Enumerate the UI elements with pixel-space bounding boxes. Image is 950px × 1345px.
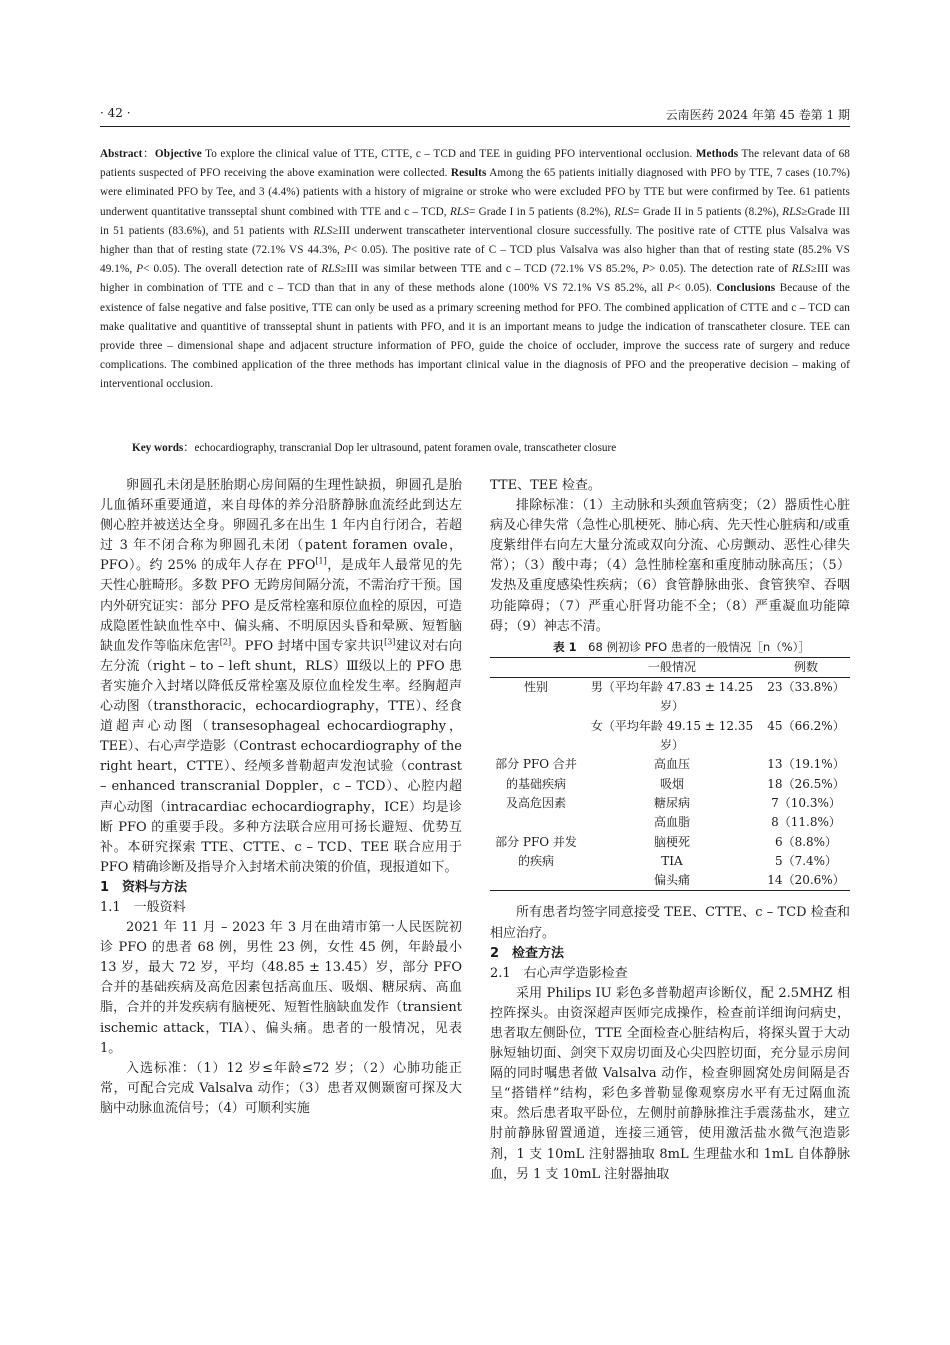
- table-cell: 7（10.3%）: [771, 795, 841, 810]
- citation: [1]: [315, 557, 327, 567]
- table-number: 表 1: [553, 639, 577, 654]
- exclusion-paragraph: 排除标准：（1）主动脉和头颈血管病变；（2）器质性心脏病及心律失常（急性心肌梗死、肺心病、先天性心脏病和/或重度紫绀伴右向左大量分流或双向分流、心房颤动、恶性心律失常）；（3）酸中毒；（4）急性肺栓塞和重度肺动脉高压；（5）发热及重度感染性疾病；（6）食管静脉曲张、食管狭窄、吞咽功能障碍；（7）严重心肝肾功能不全；（8）严重凝血功能障碍；（9）神志不清。: [490, 498, 850, 634]
- results-text: < 0.05). The positive rate of C – TCD plus Valsalva was also higher than that of resting state (85.2% VS 49.1%,: [100, 244, 850, 276]
- table-cell: 糖尿病: [653, 795, 690, 810]
- header-rule: [100, 126, 850, 127]
- intro-text: 。PFO 封堵中国专家共识: [231, 638, 385, 654]
- table-header-cell: [490, 657, 582, 677]
- results-text: = Grade I in 5 patients (8.2%),: [468, 205, 611, 218]
- table-cell: 14（20.6%）: [767, 873, 845, 888]
- rls-term: RLS: [614, 205, 634, 218]
- left-column: [100, 476, 462, 1119]
- table-cell: 男（平均年龄 47.83 ± 14.25 岁）: [590, 680, 754, 714]
- rls-term: RLS: [313, 224, 333, 237]
- conclusions-label: Conclusions: [716, 282, 776, 295]
- inclusion-paragraph: 入选标准：（1）12 岁≤年龄≤72 岁；（2）心肺功能正常，可配合完成 Valsalva 动作；（3）患者双侧颞窗可探及大脑中动脉血流信号；（4）可顺利实施: [100, 1060, 462, 1116]
- intro-text: ，是成年人最常见的先天性心脏畸形。多数 PFO 无跨房间隔分流，不需治疗干预。国内外研究证实：部分 PFO 是反常栓塞和原位血栓的原因，可造成隐匿性缺血性卒中、偏头痛、不明原因头昏和晕厥、短暂脑缺血发作等临床危害: [100, 558, 462, 654]
- keywords-label: Key words: [132, 442, 184, 454]
- intro-paragraph: [100, 476, 462, 878]
- section-heading: 1 资料与方法: [100, 879, 188, 895]
- table-row: [490, 678, 850, 717]
- table-cell: 高血脂: [653, 815, 690, 830]
- table-cell: 脑梗死: [653, 834, 690, 849]
- table-header-row: [490, 657, 850, 677]
- abstract: Abstract：Objective To explore the clinical value of TTE, CTTE, c – TCD and TEE in guiding PFO interventional occlusion. Methods The relevant data of 68 patients suspected of PFO receiving the above examination were collected. Results Among the 65 patients initially diagnosed with PFO by TTE, 7 cases (10.7%) were eliminated PFO by Tee, and 3 (4.4%) patients with a history of migraine or stroke who were excluded PFO by TTE but were confirmed by Tee. 61 patients underwent quantitative transseptal shunt combined with TTE and c – TCD, RLS= Grade I in 5 patients (8.2%), RLS= Grade II in 5 patients (8.2%), RLS≥Grade III in 51 patients (83.6%), and 51 patients with RLS≥III underwent transcatheter interventional closure successfully. The positive rate of CTTE plus Valsalva was higher than that of resting state (72.1% VS 44.3%, P< 0.05). The positive rate of C – TCD plus Valsalva was also higher than that of resting state (85.2% VS 49.1%, P< 0.05). The overall detection rate of RLS≥III was similar between TTE and c – TCD (72.1% VS 85.2%, P> 0.05). The detection rate of RLS≥III was higher in combination of TTE and c – TCD than that in any of these methods alone (100% VS 72.1% VS 85.2%, all P< 0.05). Conclusions Because of the existence of false negative and false positive, TTE can only be used as a primary screening method for PFO. The combined application of CTTE and c – TCD can make qualitative and quantitive of transseptal shunt in patients with PFO, and it is an important means to judge the indication of transcatheter closure. TEE can provide three – dimensional shape and adjacent structure information of PFO, guide the choice of occluder, improve the success rate of surgery and reduce complications. The combined application of the three methods has important clinical value in the diagnosis of PFO and the preoperative decision – making of interventional occlusion.: [100, 148, 851, 391]
- results-text: < 0.05). The overall detection rate of: [143, 263, 318, 276]
- methods-text: The relevant data of 68 patients suspected of PFO receiving the above examination were collected.: [100, 148, 850, 180]
- table-header-cell: 例数: [793, 659, 818, 674]
- results-text: ≥III was higher in combination of TTE and c – TCD than that in any of these methods alone (100% VS 72.1% VS 85.2%, all: [100, 263, 851, 295]
- results-text: ≥Grade III in 51 patients (83.6%), and 51 patients with: [100, 205, 851, 237]
- intro-text: 卵圆孔未闭是胚胎期心房间隔的生理性缺损，卵圆孔是胎儿血循环重要通道，来自母体的养分沿脐静脉血流经此到达左侧心腔并被送达全身。卵圆孔多在出生 1 年内自行闭合，若超过 3 年不闭合称为卵圆孔未闭（patent foramen ovale，PFO）。约 25% 的成年人存在 PFO: [100, 478, 462, 574]
- consent-paragraph: 所有患者均签字同意接受 TEE、CTTE、c – TCD 检查和相应治疗。: [490, 905, 850, 941]
- intro-text: 建议对右向左分流（right – to – left shunt，RLS）Ⅲ级以上的 PFO 患者实施介入封堵以降低反常栓塞及原位血栓发生率。经胸超声心动图（transthoracic，echocardiography，TTE）、经食道超声心动图（transesophageal echocardiography，TEE）、右心声学造影（Contrast echocardiography of the right heart，CTTE）、经颅多普勒超声发泡试验（contrast – enhanced transcranial Doppler，c – TCD）、心腔内超声心动图（intracardiac echocardiography，ICE）均是诊断 PFO 的重要手段。多种方法联合应用可扬长避短、优势互补。本研究探索 TTE、CTTE、c – TCD、TEE 联合应用于 PFO 精确诊断及指导介入封堵术前决策的价值，现报道如下。: [100, 638, 462, 875]
- table-cell: 女（平均年龄 49.15 ± 12.35 岁）: [590, 718, 754, 753]
- results-text: > 0.05). The detection rate of: [649, 263, 788, 276]
- method-paragraph: 采用 Philips IU 彩色多普勒超声诊断仪，配 2.5MHZ 相控阵探头。由资深超声医师完成操作，检查前详细询问病史，患者取左侧卧位，TTE 全面检查心脏结构后，将探头置于大动脉短轴切面、剑突下双房切面及心尖四腔切面，充分显示房间隔的同时嘱患者做 Valsalva 动作，检查卵圆窝处房间隔是否呈“搭错样”结构，彩色多普勒显像观察房水平有无过隔血流束。然后患者取平卧位，左侧肘前静脉推注手震荡盐水，建立肘前静脉留置通道，连接三通管，使用激活盐水微气泡造影剂，1 支 10mL 注射器抽取 8mL 生理盐水和 1mL 自体静脉血，另 1 支 10mL 注射器抽取: [490, 985, 850, 1182]
- section-heading: 2 检查方法: [490, 945, 565, 961]
- p-term: P: [667, 282, 675, 295]
- keywords: Key words：echocardiography, transcranial Dop ler ultrasound, patent foramen ovale, transcatheter closure: [132, 442, 617, 454]
- right-column: [490, 476, 850, 1185]
- table-cell: 高血压: [653, 757, 690, 772]
- citation: [3]: [384, 637, 396, 647]
- subsection-heading: 1.1 一般资料: [100, 899, 186, 915]
- results-text: = Grade II in 5 patients (8.2%),: [633, 205, 780, 218]
- table-cell: 18（26.5%）: [767, 776, 845, 791]
- table-row: [490, 833, 850, 852]
- methods-label: Methods: [695, 148, 739, 160]
- group-label: 性别: [523, 680, 548, 695]
- table-caption: [490, 637, 850, 657]
- keywords-text: echocardiography, transcranial Dop ler ultrasound, patent foramen ovale, transcatheter closure: [194, 442, 617, 454]
- results-label: Results: [450, 167, 487, 180]
- abstract-label: Abstract: [100, 148, 143, 160]
- table-cell: 吸烟: [659, 776, 684, 791]
- rls-term: RLS: [791, 263, 811, 276]
- table-row: [490, 755, 850, 774]
- table-caption-text: 68 例初诊 PFO 患者的一般情况［n（%）］: [588, 639, 810, 654]
- conclusions-text: Because of the existence of false negative and false positive, TTE can only be used as a primary screening method for PFO. The combined application of CTTE and c – TCD can make qualitative and quantitive of transseptal shunt in patients with PFO, and it is an important means to judge the indication of transcatheter closure. TEE can provide three – dimensional shape and adjacent structure information of PFO, guide the choice of occluder, improve the success rate of surgery and reduce complications. The combined application of the three methods has important clinical value in the diagnosis of PFO and the preoperative decision – making of interventional occlusion.: [100, 282, 851, 391]
- table-cell: 8（11.8%）: [771, 815, 841, 830]
- objective-text: To explore the clinical value of TTE, CTTE, c – TCD and TEE in guiding PFO interventional occlusion.: [205, 148, 693, 160]
- p-term: P: [642, 263, 650, 276]
- table-cell: 45（66.2%）: [767, 718, 845, 733]
- table-cell: 23（33.8%）: [767, 680, 845, 695]
- results-text: < 0.05).: [674, 282, 712, 295]
- table-cell: 5（7.4%）: [774, 853, 838, 868]
- results-text: Among the 65 patients initially diagnosed with PFO by TTE, 7 cases (10.7%) were eliminated PFO by Tee, and 3 (4.4%) patients with a history of migraine or stroke who were excluded PFO by TTE but were confirmed by Tee. 61 patients underwent quantitative transseptal shunt combined with TTE and c – TCD,: [100, 167, 850, 218]
- table-row: [490, 717, 850, 756]
- p-term: P: [136, 263, 144, 276]
- rls-term: RLS: [782, 205, 802, 218]
- results-text: ≥III underwent transcatheter interventional closure successfully. The positive rate of CTTE plus Valsalva was higher than that of resting state (72.1% VS 44.3%,: [100, 224, 850, 257]
- table-cell: 偏头痛: [653, 873, 690, 888]
- subsection-heading: 2.1 右心声学造影检查: [490, 965, 628, 981]
- table-cell: 6（8.8%）: [774, 834, 838, 849]
- page-number: · 42 ·: [100, 106, 131, 120]
- general-info-paragraph: 2021 年 11 月 – 2023 年 3 月在曲靖市第一人民医院初诊 PFO 的患者 68 例，男性 23 例，女性 45 例，年龄最小 13 岁，最大 72 岁，平均（48.85 ± 13.45）岁，部分 PFO 合并的基础疾病及高危因素包括高血压、吸烟、糖尿病、高血脂，合并的并发疾病有脑梗死、短暂性脑缺血发作（transient ischemic attack，TIA）、偏头痛。患者的一般情况，见表 1。: [100, 920, 462, 1056]
- table-header-cell: 一般情况: [647, 659, 696, 674]
- objective-label: Objective: [154, 148, 202, 160]
- citation: [2]: [219, 637, 232, 647]
- inclusion-continued: TTE、TEE 检查。: [490, 478, 601, 493]
- rls-term: RLS: [321, 263, 341, 276]
- table-cell: TIA: [661, 853, 683, 868]
- group-label: 部分 PFO 合并 的基础疾病 及高危因素: [495, 757, 577, 810]
- journal-title: 云南医药 2024 年第 45 卷第 1 期: [665, 108, 850, 122]
- rls-term: RLS: [449, 205, 469, 218]
- results-text: ≥III was similar between TTE and c – TCD (72.1% VS 85.2%,: [340, 263, 639, 276]
- p-term: P: [343, 244, 351, 257]
- table-cell: 13（19.1%）: [767, 757, 845, 772]
- table-1: [490, 657, 850, 892]
- group-label: 部分 PFO 并发 的疾病: [495, 834, 577, 868]
